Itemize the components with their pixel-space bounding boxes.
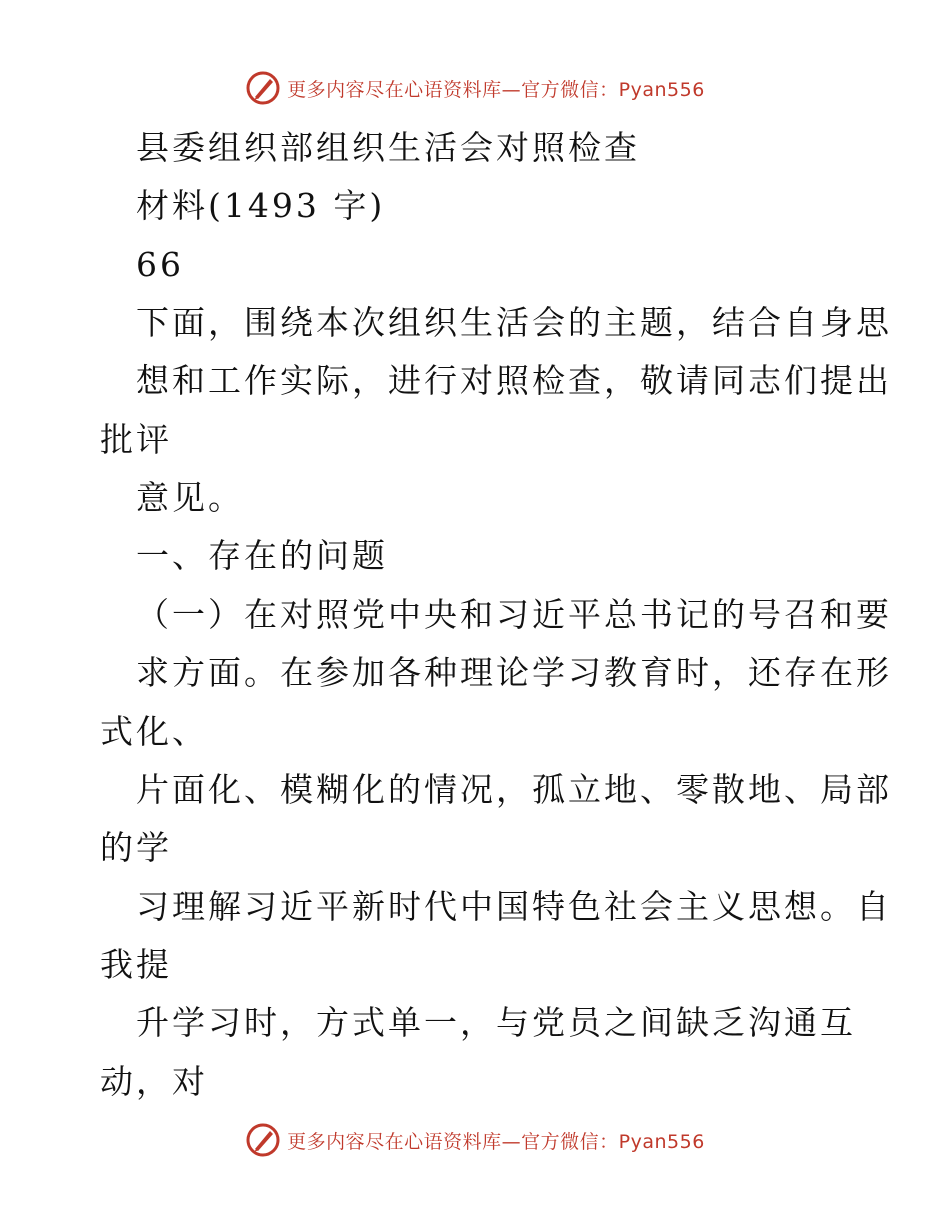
red-seal-pen-icon [245,1122,281,1158]
sub-1-line-2: 求方面。在参加各种理论学习教育时，还存在形 [136,653,892,692]
sub-1-line-3: 式化、 [100,712,208,751]
section-1-heading: 一、存在的问题 [136,536,388,575]
sub-1-line-9: 动，对 [100,1062,208,1101]
sub-1-line-7: 我提 [100,945,172,984]
document-title-line-2: 材料(1493 字) [136,186,386,225]
header-watermark [0,68,950,108]
watermark-text: 更多内容尽在心语资料库—官方微信：Pyan556 [287,1130,705,1153]
sub-1-line-8: 升学习时，方式单一，与党员之间缺乏沟通互 [136,1003,856,1042]
watermark-text: 更多内容尽在心语资料库—官方微信：Pyan556 [287,78,705,101]
sub-1-line-1: （一）在对照党中央和习近平总书记的号召和要 [136,595,892,634]
intro-line-1: 下面，围绕本次组织生活会的主题，结合自身思 [136,303,892,342]
document-number: 66 [136,245,184,284]
sub-1-line-5: 的学 [100,828,172,867]
sub-1-line-6: 习理解习近平新时代中国特色社会主义思想。自 [136,887,892,926]
intro-line-4: 意见。 [136,478,244,517]
footer-watermark [0,1120,950,1160]
intro-line-2: 想和工作实际，进行对照检查，敬请同志们提出 [136,361,892,400]
document-title-line-1: 县委组织部组织生活会对照检查 [136,128,640,167]
red-seal-pen-icon [245,70,281,106]
sub-1-line-4: 片面化、模糊化的情况，孤立地、零散地、局部 [136,770,892,809]
intro-line-3: 批评 [100,420,172,459]
